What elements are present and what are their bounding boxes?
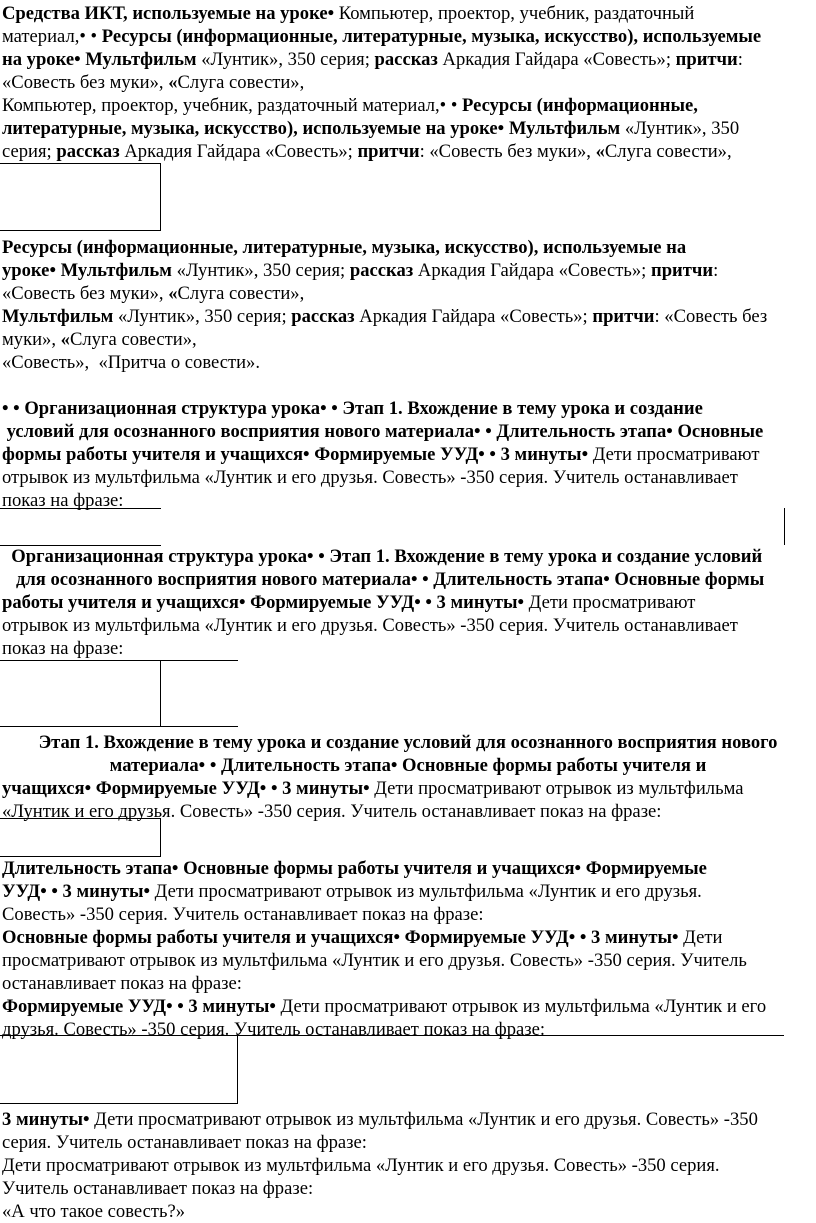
text: «Лунтик», 350 [624,118,740,139]
text-line [2,94,814,117]
text-block [2,857,814,1041]
text: Аркадия Гайдара «Совесть»; [417,260,651,281]
bold-text: притчи [357,141,420,162]
bold-text: Ресурсы (информационные, литературные, музыка, искусство), используемые [101,26,762,47]
text-line [2,1154,814,1177]
bold-text: условий для осознанного восприятия нового материала• • Длительность этапа• Основные [2,421,764,442]
text: Аркадия Гайдара «Совесть»; [442,49,676,70]
bold-text: работы учителя и учащихся• Формируемые УУД• • 3 минуты• [2,592,529,613]
bold-text: рассказ [374,49,443,70]
text: Дети [683,927,723,948]
text-line [2,903,814,926]
text: показ на фразе: [2,490,124,511]
text: «Совесть без муки», [2,283,169,304]
text-block [2,545,814,660]
table-border [0,230,161,231]
text: Дети просматривают отрывок из мультфильма «Лунтик и его друзья. Совесть» -350 серия. [2,1155,720,1176]
bold-text: « [168,283,178,304]
text-line [2,568,814,591]
text-line [2,117,814,140]
text-line [2,949,814,972]
text-block [2,1108,814,1223]
bold-text: « [168,72,178,93]
bold-text: на уроке• Мультфильм [2,49,202,70]
text-block [2,731,814,777]
text: показ на фразе: [2,638,124,659]
table-border [160,660,161,726]
text-line [2,926,814,949]
text: Аркадия Гайдара «Совесть»; [359,306,593,327]
table-border [0,163,161,164]
text: останавливает показ на фразе: [2,973,242,994]
text: «Лунтик», 350 серия; [117,306,292,327]
table-border [0,660,238,661]
bold-text: притчи [592,306,655,327]
text-line [2,420,814,443]
text: серия. Учитель останавливает показ на фразе: [2,1132,367,1153]
bold-text: Длительность этапа• Основные формы работы учителя и учащихся• Формируемые [2,858,707,879]
bold-text: притчи [650,260,714,281]
text: : «Совесть без [654,306,768,327]
text-line [2,397,814,420]
text: просматривают отрывок из мультфильма «Лунтик и его друзья. Совесть» -350 серия. Учитель [2,950,747,971]
text-line [2,282,814,305]
text-line [2,489,814,512]
text-block [2,777,814,823]
text: Слуга совести», [177,283,305,304]
text: муки», [2,329,61,350]
bold-text: • • Организационная структура урока• • Этап 1. Вхождение в тему урока и создание [2,398,703,419]
bold-text: рассказ [291,306,360,327]
text-line [2,71,814,94]
bold-text: уроке• Мультфильм [2,260,177,281]
bold-text: материала• • Длительность этапа• Основные формы работы учителя и [109,755,707,776]
text: «Совесть без муки», [2,72,169,93]
text-line [2,754,814,777]
text-line [2,545,814,568]
text: : [713,260,719,281]
text: «Совесть», «Притча о совести». [2,352,260,373]
text-block [2,2,814,163]
text-line [2,443,814,466]
text: : [737,49,743,70]
text-line [2,2,814,25]
bold-text: рассказ [56,141,125,162]
text: Совесть» -350 серия. Учитель останавливает показ на фразе: [2,904,484,925]
text-line [2,800,814,823]
text: Дети просматривают отрывок из мультфильма «Лунтик и его [280,996,767,1017]
text: Дети просматривают отрывок из мультфильма [374,778,744,799]
text: Слуга совести», [69,329,197,350]
text-line [2,1200,814,1223]
text-line [2,466,814,489]
text-line [2,351,814,374]
text: Компьютер, проектор, учебник, раздаточный материал,• • [2,95,462,116]
bold-text: Ресурсы (информационные, литературные, музыка, искусство), используемые на [2,237,687,258]
bold-text: притчи [675,49,738,70]
text-line [2,614,814,637]
table-border [160,818,161,856]
text-line [2,857,814,880]
text: «Лунтик», 350 серия; [176,260,350,281]
table-border [160,163,161,231]
text: отрывок из мультфильма «Лунтик и его друзья. Совесть» -350 серия. Учитель останавливает [2,615,738,636]
bold-text: Формируемые УУД• • 3 минуты• [2,996,281,1017]
text-line [2,140,814,163]
text-line [2,995,814,1018]
bold-text: для осознанного восприятия нового материала• • Длительность этапа• Основные формы [2,569,765,590]
table-border [784,508,785,545]
text: Дети просматривают [528,592,696,613]
text-line [2,1177,814,1200]
text: материал,• • [2,26,102,47]
text: Дети просматривают [592,444,760,465]
text: отрывок из мультфильма «Лунтик и его друзья. Совесть» -350 серия. Учитель останавливает [2,467,738,488]
bold-text: Основные формы работы учителя и учащихся• Формируемые УУД• • 3 минуты• [2,927,684,948]
bold-text: 3 минуты• [2,1109,95,1130]
text-line [2,972,814,995]
bold-text: Этап 1. Вхождение в тему урока и создание условий для осознанного восприятия нового [38,732,778,753]
text: «А что такое совесть?» [2,1201,186,1222]
text-line [2,374,814,397]
text-line [2,1108,814,1131]
text: Компьютер, проектор, учебник, раздаточный [338,3,695,24]
text: Аркадия Гайдара «Совесть»; [124,141,358,162]
text: Дети просматривают отрывок из мультфильма «Лунтик и его друзья. [154,881,702,902]
text-line [2,48,814,71]
table-border [0,726,238,727]
text: Дети просматривают отрывок из мультфильма «Лунтик и его друзья. Совесть» -350 [94,1109,758,1130]
bold-text: Средства ИКТ, используемые на уроке• [2,3,339,24]
bold-text: рассказ [349,260,418,281]
bold-text: литературные, музыка, искусство), используемые на уроке• Мультфильм [2,118,625,139]
text: Учитель останавливает показ на фразе: [2,1178,314,1199]
text-line [2,305,814,328]
bold-text: « [60,329,70,350]
table-border [0,1103,238,1104]
bold-text: учащихся• Формируемые УУД• • 3 минуты• [2,778,375,799]
text-line [2,259,814,282]
text-line [2,236,814,259]
text-line [2,1018,814,1041]
text-line [2,637,814,660]
text-line [2,880,814,903]
bold-text: формы работы учителя и учащихся• Формируемые УУД• • 3 минуты• [2,444,593,465]
text-line [2,328,814,351]
bold-text: Организационная структура урока• • Этап 1. Вхождение в тему урока и создание условий [2,546,763,567]
text: серия; [2,141,57,162]
bold-text: « [595,141,605,162]
text: Слуга совести», [177,72,305,93]
text-line [2,591,814,614]
text-line [2,1131,814,1154]
text [2,375,7,396]
text: «Лунтик и его друзья. Совесть» -350 серия. Учитель останавливает показ на фразе: [2,801,662,822]
bold-text: Мультфильм [2,306,118,327]
text-block [2,236,814,512]
text-line [2,25,814,48]
text-line [2,777,814,800]
bold-text: УУД• • 3 минуты• [2,881,155,902]
text: «Лунтик», 350 серия; [201,49,375,70]
text: друзья. Совесть» -350 серия. Учитель останавливает показ на фразе: [2,1019,546,1040]
table-border [237,1035,238,1103]
text-line [2,731,814,754]
text: Слуга совести», [604,141,732,162]
text: : «Совесть без муки», [419,141,596,162]
bold-text: Ресурсы (информационные, [462,95,698,116]
